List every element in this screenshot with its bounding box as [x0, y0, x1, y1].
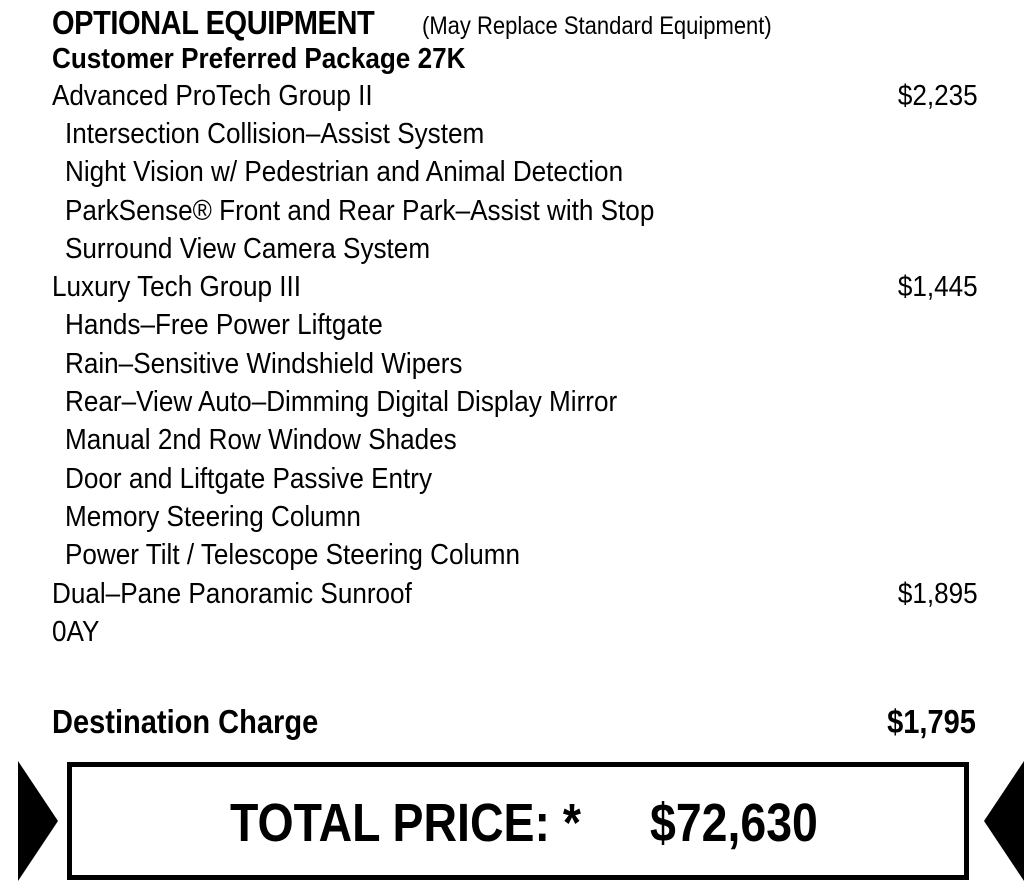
right-arrow-icon: [984, 761, 1024, 881]
option-item-row: [0, 309, 1024, 347]
option-item-row: [0, 233, 1024, 271]
option-group-price: $2,235: [898, 80, 978, 112]
option-group-name: Advanced ProTech Group II: [52, 80, 373, 112]
destination-charge-price: $1,795: [887, 703, 976, 740]
option-item-label: Rain–Sensitive Windshield Wipers: [65, 348, 463, 380]
package-title: Customer Preferred Package 27K: [52, 43, 466, 75]
option-item-label: Surround View Camera System: [65, 233, 431, 265]
total-price-value: $72,630: [650, 793, 818, 853]
option-item-label: Rear–View Auto–Dimming Digital Display Mirror: [65, 386, 618, 418]
section-subtitle: (May Replace Standard Equipment): [422, 12, 772, 40]
option-item-row: [0, 118, 1024, 156]
option-item-label: Intersection Collision–Assist System: [65, 118, 485, 150]
option-item-row: [0, 501, 1024, 539]
option-code-label: 0AY: [52, 616, 100, 648]
option-group-row: [0, 271, 1024, 309]
option-group-row: [0, 80, 1024, 118]
destination-charge-row: [0, 703, 1024, 745]
option-code-row: [0, 616, 1024, 654]
option-group-row: [0, 578, 1024, 616]
left-arrow-icon: [18, 761, 58, 881]
section-title: OPTIONAL EQUIPMENT: [52, 4, 375, 41]
option-item-label: ParkSense® Front and Rear Park–Assist with Stop: [65, 195, 655, 227]
option-group-price: $1,895: [898, 578, 978, 610]
option-group-price: $1,445: [898, 271, 978, 303]
total-price-label: TOTAL PRICE: *: [230, 793, 581, 853]
option-group-name: Luxury Tech Group III: [52, 271, 302, 303]
option-item-row: [0, 424, 1024, 462]
option-item-label: Door and Liftgate Passive Entry: [65, 463, 433, 495]
option-item-row: [0, 348, 1024, 386]
option-item-row: [0, 463, 1024, 501]
option-item-row: [0, 386, 1024, 424]
option-item-row: [0, 195, 1024, 233]
option-item-label: Power Tilt / Telescope Steering Column: [65, 539, 521, 571]
optional-equipment-header: [52, 4, 772, 42]
option-item-label: Hands–Free Power Liftgate: [65, 309, 383, 341]
option-item-label: Night Vision w/ Pedestrian and Animal Detection: [65, 156, 624, 188]
option-item-label: Manual 2nd Row Window Shades: [65, 424, 457, 456]
destination-charge-label: Destination Charge: [52, 703, 319, 740]
option-item-row: [0, 156, 1024, 194]
option-group-name: Dual–Pane Panoramic Sunroof: [52, 578, 412, 610]
option-item-row: [0, 539, 1024, 577]
option-item-label: Memory Steering Column: [65, 501, 361, 533]
